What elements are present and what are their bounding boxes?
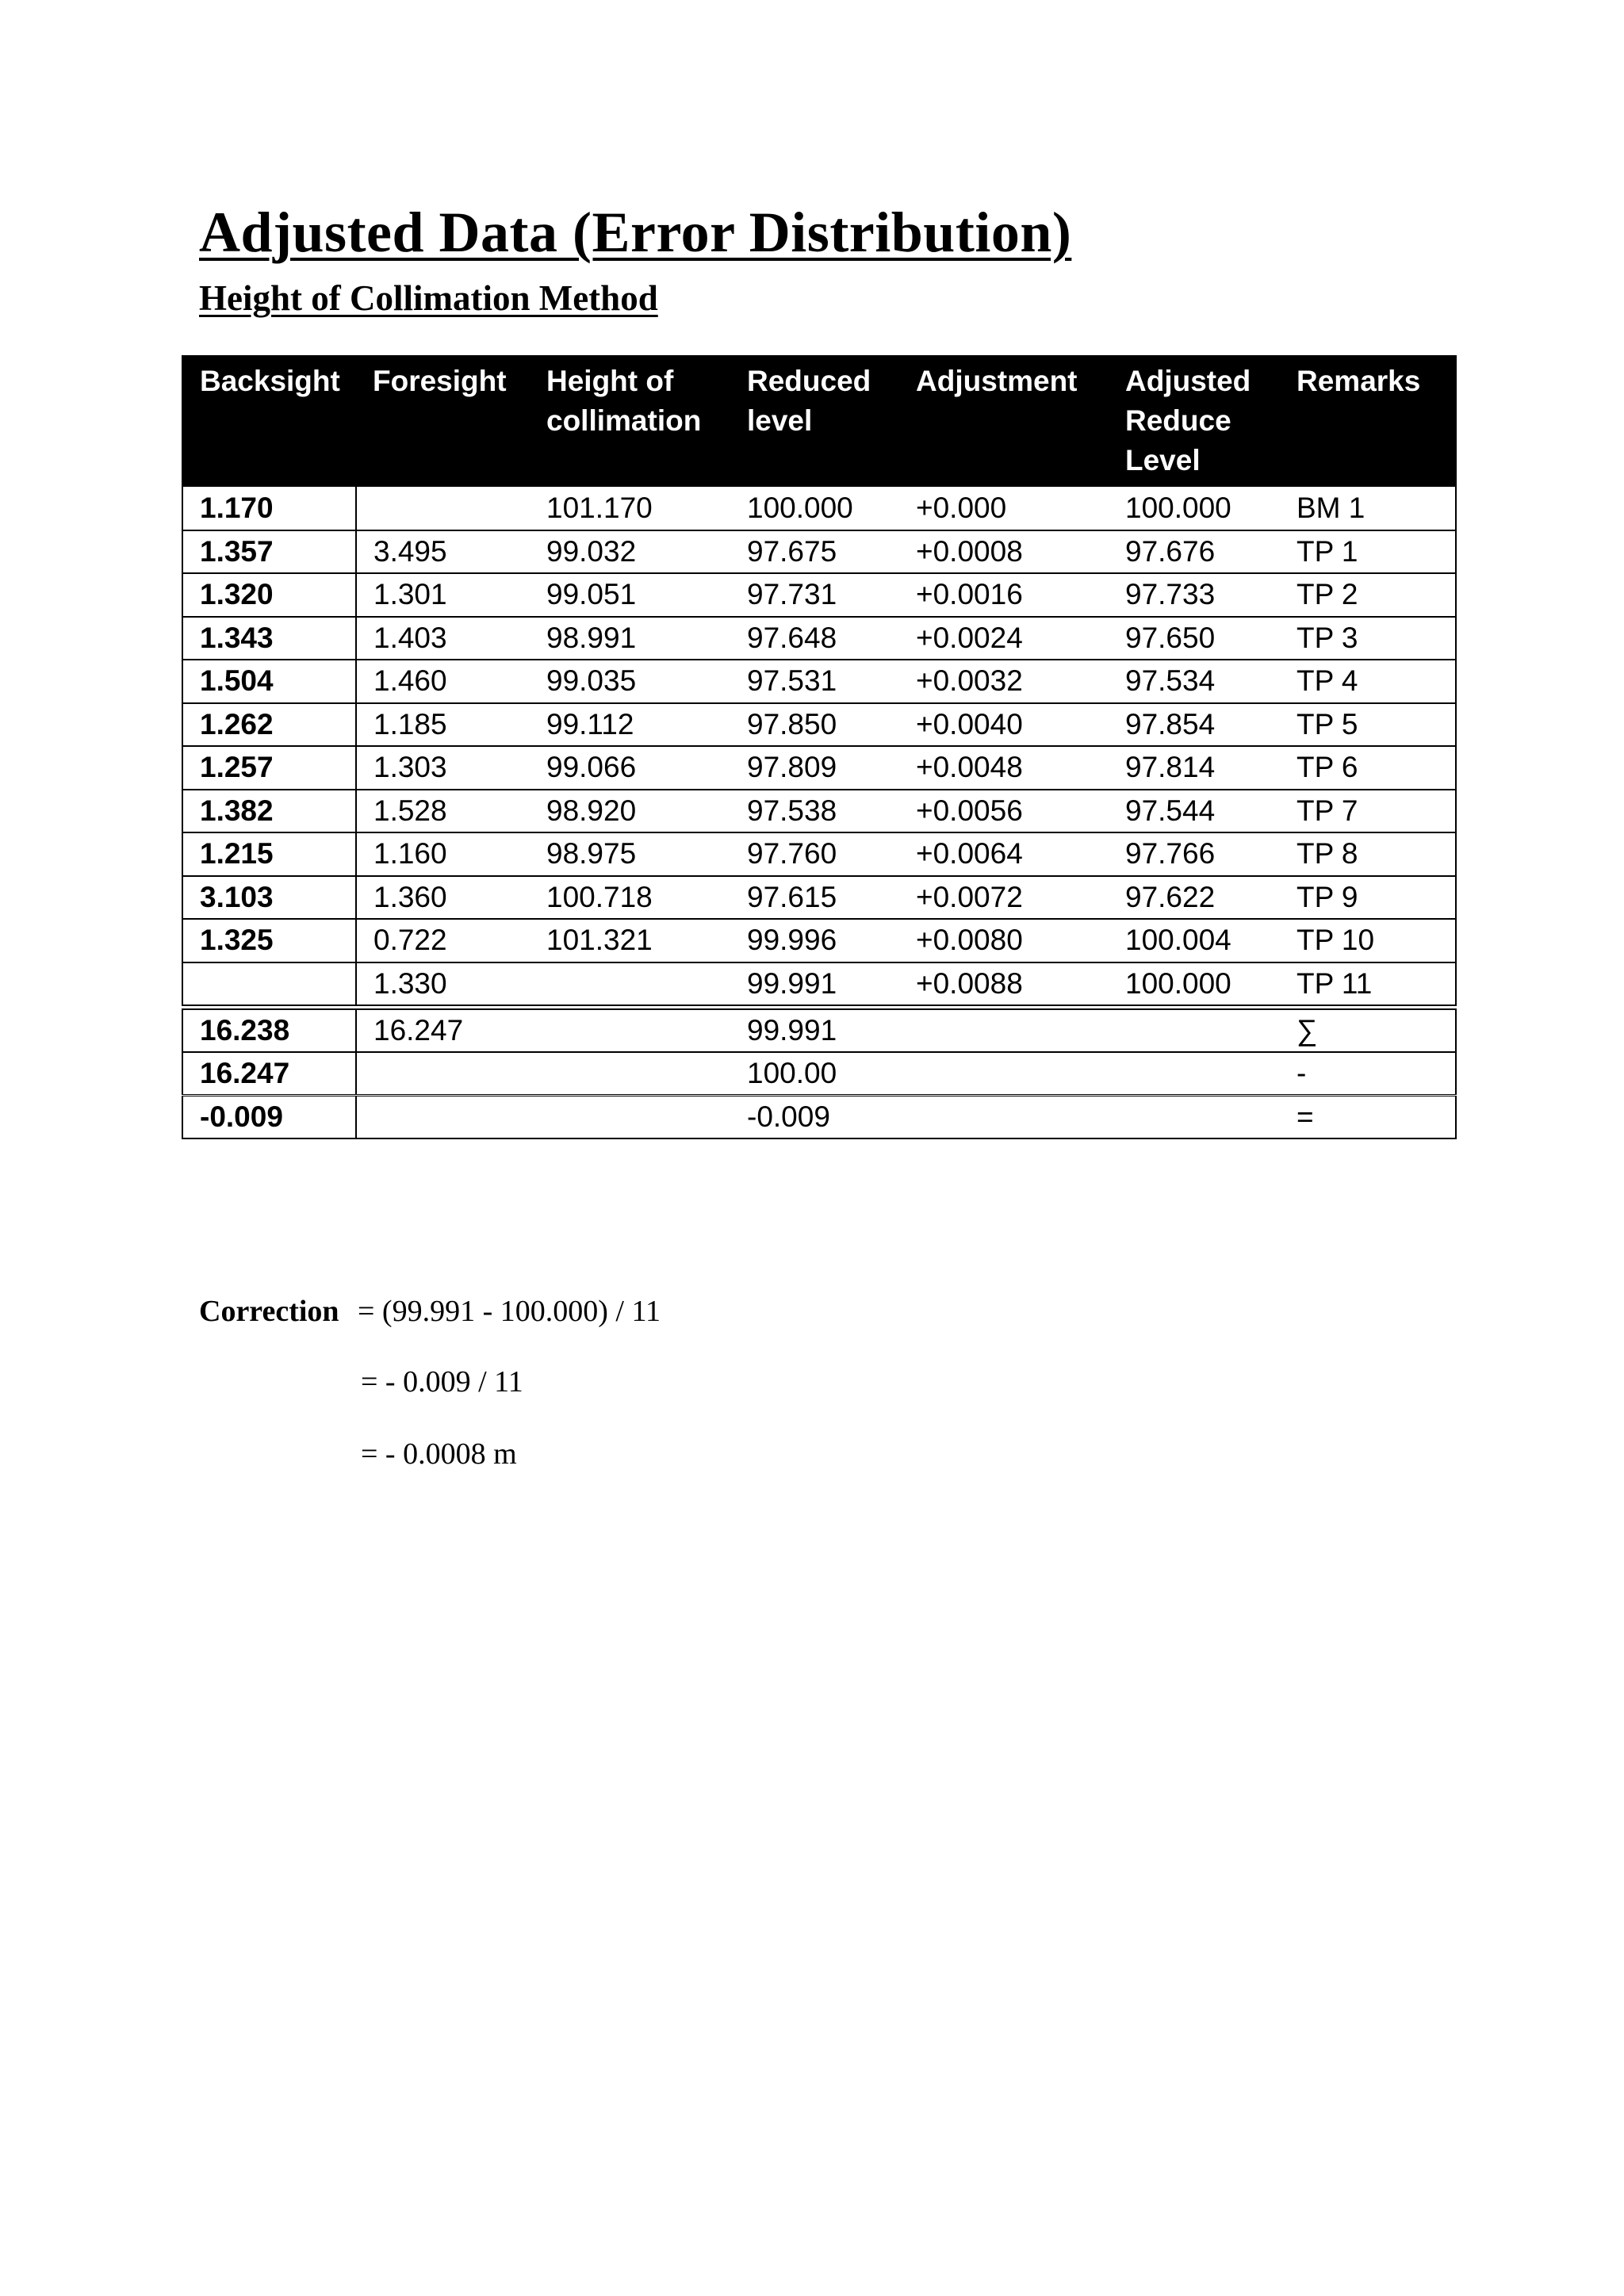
- table-cell: +0.0032: [899, 660, 1109, 703]
- table-cell: 97.544: [1109, 790, 1280, 833]
- table-cell: 98.920: [530, 790, 730, 833]
- correction-line-3: = - 0.0008 m: [361, 1437, 517, 1471]
- table-cell: 3.103: [182, 876, 356, 920]
- table-cell: 1.160: [356, 832, 530, 876]
- table-row: [182, 530, 1456, 574]
- table-cell: [356, 1095, 530, 1138]
- table-cell: 99.991: [730, 1007, 899, 1052]
- table-cell: 97.622: [1109, 876, 1280, 920]
- table-cell: 1.320: [182, 573, 356, 617]
- table-cell: 16.247: [182, 1052, 356, 1096]
- table-cell: [530, 1007, 730, 1052]
- table-cell: 97.850: [730, 703, 899, 747]
- table-cell: 99.112: [530, 703, 730, 747]
- table-cell: 99.066: [530, 746, 730, 790]
- table-row: [182, 573, 1456, 617]
- table-cell: [899, 1095, 1109, 1138]
- table-cell: 1.170: [182, 487, 356, 530]
- table-cell: [899, 1052, 1109, 1096]
- summary-row: [182, 1007, 1456, 1052]
- table-cell: TP 2: [1280, 573, 1456, 617]
- table-cell: TP 8: [1280, 832, 1456, 876]
- table-cell: 1.504: [182, 660, 356, 703]
- table-row: [182, 832, 1456, 876]
- table-cell: [1109, 1095, 1280, 1138]
- table-cell: 1.357: [182, 530, 356, 574]
- table-cell: -0.009: [730, 1095, 899, 1138]
- table-cell: 99.035: [530, 660, 730, 703]
- table-cell: +0.0056: [899, 790, 1109, 833]
- table-cell: 16.247: [356, 1007, 530, 1052]
- table-cell: 1.303: [356, 746, 530, 790]
- table-cell: TP 3: [1280, 617, 1456, 660]
- table-cell: 1.382: [182, 790, 356, 833]
- table-cell: +0.0080: [899, 919, 1109, 962]
- table-cell: 100.000: [730, 487, 899, 530]
- table-cell: [1109, 1007, 1280, 1052]
- table-cell: 3.495: [356, 530, 530, 574]
- table-cell: 97.676: [1109, 530, 1280, 574]
- table-cell: 97.650: [1109, 617, 1280, 660]
- column-header: Reduced level: [730, 356, 899, 487]
- table-cell: +0.0064: [899, 832, 1109, 876]
- table-cell: 97.854: [1109, 703, 1280, 747]
- table-cell: 98.991: [530, 617, 730, 660]
- table-row: [182, 962, 1456, 1008]
- table-cell: TP 10: [1280, 919, 1456, 962]
- table-header-row: [182, 356, 1456, 487]
- table-cell: TP 6: [1280, 746, 1456, 790]
- column-header: Height of collimation: [530, 356, 730, 487]
- table-cell: [530, 962, 730, 1008]
- column-header: Adjusted Reduce Level: [1109, 356, 1280, 487]
- table-cell: 101.321: [530, 919, 730, 962]
- column-header: Foresight: [356, 356, 530, 487]
- table-cell: TP 1: [1280, 530, 1456, 574]
- table-cell: 1.360: [356, 876, 530, 920]
- table-cell: [530, 1095, 730, 1138]
- table-cell: 97.760: [730, 832, 899, 876]
- correction-formula: = (99.991 - 100.000) / 11: [358, 1295, 661, 1328]
- summary-row: [182, 1052, 1456, 1096]
- page-title: Adjusted Data (Error Distribution): [199, 201, 1072, 264]
- table-cell: TP 4: [1280, 660, 1456, 703]
- table-cell: 16.238: [182, 1007, 356, 1052]
- table-cell: 97.531: [730, 660, 899, 703]
- table-row: [182, 617, 1456, 660]
- table-cell: TP 11: [1280, 962, 1456, 1008]
- levelling-table: [182, 355, 1457, 1139]
- table-cell: 1.185: [356, 703, 530, 747]
- table-cell: [530, 1052, 730, 1096]
- table-cell: 1.262: [182, 703, 356, 747]
- table-cell: 99.996: [730, 919, 899, 962]
- correction-line-2: = - 0.009 / 11: [361, 1365, 523, 1399]
- column-header: Backsight: [182, 356, 356, 487]
- summary-row: [182, 1095, 1456, 1138]
- table-cell: 1.343: [182, 617, 356, 660]
- table-cell: 100.000: [1109, 487, 1280, 530]
- table-cell: 99.991: [730, 962, 899, 1008]
- table-cell: ∑: [1280, 1007, 1456, 1052]
- table-cell: 97.766: [1109, 832, 1280, 876]
- table-cell: 97.534: [1109, 660, 1280, 703]
- table-row: [182, 703, 1456, 747]
- table-cell: 1.528: [356, 790, 530, 833]
- table-cell: 0.722: [356, 919, 530, 962]
- table-cell: TP 5: [1280, 703, 1456, 747]
- table-row: [182, 660, 1456, 703]
- table-cell: +0.0024: [899, 617, 1109, 660]
- table-cell: -: [1280, 1052, 1456, 1096]
- table-cell: 99.051: [530, 573, 730, 617]
- correction-label: Correction: [199, 1295, 339, 1328]
- table-cell: [182, 962, 356, 1008]
- table-cell: 1.301: [356, 573, 530, 617]
- table-cell: 1.257: [182, 746, 356, 790]
- column-header: Remarks: [1280, 356, 1456, 487]
- table-cell: 97.675: [730, 530, 899, 574]
- table-cell: +0.0072: [899, 876, 1109, 920]
- table-cell: 1.215: [182, 832, 356, 876]
- table-cell: +0.0040: [899, 703, 1109, 747]
- column-header: Adjustment: [899, 356, 1109, 487]
- table-cell: 97.731: [730, 573, 899, 617]
- table-body: [182, 487, 1456, 1138]
- table-cell: 97.814: [1109, 746, 1280, 790]
- table-cell: 100.718: [530, 876, 730, 920]
- table-cell: 99.032: [530, 530, 730, 574]
- table-cell: TP 7: [1280, 790, 1456, 833]
- table-cell: 97.809: [730, 746, 899, 790]
- table-cell: [1109, 1052, 1280, 1096]
- table-cell: 98.975: [530, 832, 730, 876]
- table-cell: +0.0048: [899, 746, 1109, 790]
- table-cell: 1.330: [356, 962, 530, 1008]
- table-cell: +0.0088: [899, 962, 1109, 1008]
- correction-line-1: [199, 1294, 661, 1329]
- table-cell: 100.000: [1109, 962, 1280, 1008]
- table-row: [182, 919, 1456, 962]
- table-cell: -0.009: [182, 1095, 356, 1138]
- table-cell: 1.460: [356, 660, 530, 703]
- table-row: [182, 790, 1456, 833]
- table-cell: [356, 1052, 530, 1096]
- table-cell: TP 9: [1280, 876, 1456, 920]
- table-cell: 97.615: [730, 876, 899, 920]
- table-row: [182, 487, 1456, 530]
- table-cell: [356, 487, 530, 530]
- table-cell: 100.004: [1109, 919, 1280, 962]
- table-cell: +0.0008: [899, 530, 1109, 574]
- table-row: [182, 876, 1456, 920]
- table-cell: =: [1280, 1095, 1456, 1138]
- table-cell: 100.00: [730, 1052, 899, 1096]
- table-cell: +0.0016: [899, 573, 1109, 617]
- table-cell: 101.170: [530, 487, 730, 530]
- table-cell: 97.648: [730, 617, 899, 660]
- table-cell: 97.538: [730, 790, 899, 833]
- table-row: [182, 746, 1456, 790]
- table-cell: [899, 1007, 1109, 1052]
- table-cell: 1.403: [356, 617, 530, 660]
- table-cell: 1.325: [182, 919, 356, 962]
- table-cell: +0.000: [899, 487, 1109, 530]
- table-cell: BM 1: [1280, 487, 1456, 530]
- table-cell: 97.733: [1109, 573, 1280, 617]
- page-subtitle: Height of Collimation Method: [199, 278, 658, 318]
